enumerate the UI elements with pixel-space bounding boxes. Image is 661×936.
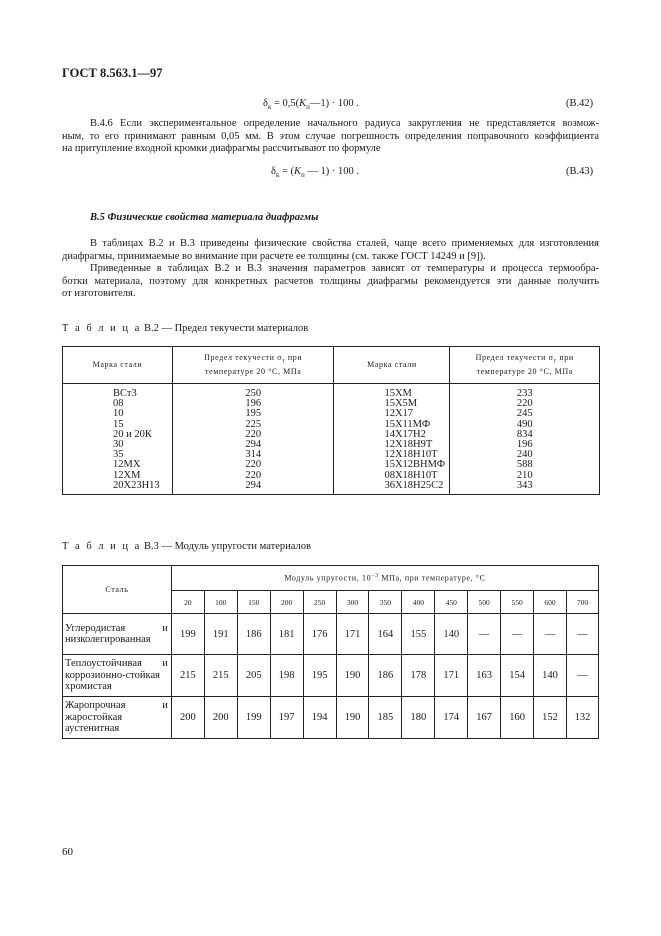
cell: 240 — [516, 449, 533, 461]
cell: 294 — [245, 439, 262, 451]
temperature-cell: 300 — [336, 591, 369, 614]
temperature-cell: 150 — [237, 591, 270, 614]
value-cell: 140 — [534, 655, 567, 697]
cell: 08Х18Н10Т — [384, 469, 438, 481]
cell: 225 — [245, 418, 262, 430]
cell: 490 — [516, 418, 533, 430]
cell: 35 — [113, 449, 124, 461]
value-cell: — — [501, 614, 534, 655]
value-cell: 164 — [369, 614, 402, 655]
table-body-row — [63, 384, 600, 495]
value-cell: 160 — [501, 697, 534, 739]
value-cell: 190 — [336, 655, 369, 697]
paragraph-line: Приведенные в таблицах B.2 и B.3 значения параметров зависят от температуры и процесса термообра- — [90, 263, 599, 274]
temperature-cell: 20 — [171, 591, 204, 614]
paragraph-line: диафрагмы, принимаемые во внимание при расчете ее толщины (см. также ГОСТ 14249 и [9]). — [62, 250, 486, 262]
paragraph-b5-2 — [62, 263, 599, 301]
value-cell: 176 — [303, 614, 336, 655]
value-cell: 194 — [303, 697, 336, 739]
header-cell: Предел текучести $\sigma_т$ при температуре 20 °С, МПа — [172, 347, 334, 384]
table-row — [63, 697, 599, 739]
cell: 588 — [516, 459, 533, 471]
cell: 220 — [516, 398, 533, 410]
value-cell: 195 — [303, 655, 336, 697]
value-cell: — — [534, 614, 567, 655]
value-cell: 152 — [534, 697, 567, 739]
value-cell: — — [566, 614, 598, 655]
temperature-cell: 700 — [566, 591, 598, 614]
temperature-cell: 200 — [270, 591, 303, 614]
modulus-header: Модуль упругости, $10^{-3}$ МПа, при температуре, °С — [171, 566, 598, 591]
value-cell: — — [566, 655, 598, 697]
paragraph-b5-1 — [62, 238, 599, 263]
caption-label: Т а б л и ц а — [62, 541, 142, 552]
cell: 220 — [245, 459, 262, 471]
caption-text: B.3 — Модуль упругости материалов — [143, 541, 311, 552]
steel-grade-column-left — [63, 384, 173, 495]
value-cell: 140 — [435, 614, 468, 655]
value-cell: 200 — [171, 697, 204, 739]
steel-name-cell: Углеродистая и низколегированная — [63, 614, 172, 655]
temperature-cell: 550 — [501, 591, 534, 614]
value-cell: 167 — [468, 697, 501, 739]
cell: 196 — [245, 398, 262, 410]
value-cell: 155 — [402, 614, 435, 655]
value-cell: 205 — [237, 655, 270, 697]
cell: 30 — [113, 439, 124, 451]
caption-label: Т а б л и ц а — [62, 323, 142, 334]
formula-b43: $\delta_к = (K_п$ — 1) · 100 . — [271, 166, 360, 180]
value-cell: 154 — [501, 655, 534, 697]
temperature-cell: 100 — [204, 591, 237, 614]
header-cell: Марка стали — [63, 347, 173, 384]
paragraph-line: ботки материала, поэтому для конкретных расчетов толщины диафрагмы рекомендуется эти данные получить — [62, 275, 599, 287]
cell: 343 — [516, 479, 533, 491]
value-cell: 199 — [171, 614, 204, 655]
temperature-cell: 450 — [435, 591, 468, 614]
value-cell: 171 — [435, 655, 468, 697]
value-cell: 174 — [435, 697, 468, 739]
document-header: ГОСТ 8.563.1—97 — [62, 66, 163, 80]
cell: 195 — [245, 408, 262, 420]
steel-name-cell: Теплоустойчивая и коррозионно-стойкая хромистая — [63, 655, 172, 697]
cell: 20Х23Н13 — [113, 479, 160, 491]
value-cell: 186 — [237, 614, 270, 655]
equation-number-b43: (B.43) — [566, 166, 594, 177]
temperature-cell: 250 — [303, 591, 336, 614]
cell: 20 и 20К — [113, 428, 152, 440]
yield-strength-column-left — [172, 384, 334, 495]
value-cell: 197 — [270, 697, 303, 739]
formula-b42: $\delta_к$ = $0,5(K_п—1) \cdot 100$ . — [263, 98, 359, 112]
paragraph-line: на притупление входной кромки диафрагмы рассчитывают по формуле — [62, 143, 381, 155]
value-cell: 132 — [566, 697, 598, 739]
table-row — [63, 655, 599, 697]
table-b3 — [62, 565, 599, 739]
cell: 12МХ — [113, 459, 141, 471]
temperature-cell: 500 — [468, 591, 501, 614]
cell: 15Х5М — [384, 398, 418, 410]
cell: 14Х17Н2 — [384, 428, 426, 440]
value-cell: 198 — [270, 655, 303, 697]
value-cell: 191 — [204, 614, 237, 655]
cell: 196 — [516, 439, 533, 451]
paragraph-b46 — [62, 118, 599, 156]
cell: 15Х12ВНМФ — [384, 459, 446, 471]
steel-grade-column-right — [334, 384, 450, 495]
cell: 233 — [516, 388, 533, 399]
yield-strength-column-right — [450, 384, 600, 495]
value-cell: 186 — [369, 655, 402, 697]
table-b2-caption — [62, 323, 308, 334]
cell: 36Х18Н25С2 — [384, 479, 444, 491]
cell: 294 — [245, 479, 262, 491]
steel-header: Сталь — [63, 566, 172, 614]
table-header-row — [63, 566, 599, 591]
temperature-cell: 400 — [402, 591, 435, 614]
paragraph-line: В таблицах B.2 и B.3 приведены физические свойства сталей, чаще всего применяемых для изготовления — [90, 238, 599, 249]
cell: 314 — [245, 449, 262, 461]
header-cell: Предел текучести $\sigma_т$ при температуре 20 °С, МПа — [450, 347, 600, 384]
cell: 10 — [113, 408, 124, 420]
value-cell: 178 — [402, 655, 435, 697]
value-cell: 163 — [468, 655, 501, 697]
value-cell: 190 — [336, 697, 369, 739]
steel-name-cell: Жаропрочная и жаростойкая аустенитная — [63, 697, 172, 739]
cell: 12Х17 — [384, 408, 414, 420]
cell: 250 — [245, 388, 262, 399]
equation-number-b42: (B.42) — [566, 98, 594, 109]
cell: 210 — [516, 469, 533, 481]
temperature-cell: 350 — [369, 591, 402, 614]
value-cell: 181 — [270, 614, 303, 655]
cell: 15Х11МФ — [384, 418, 431, 430]
header-cell: Марка стали — [334, 347, 450, 384]
cell: 12Х18Н10Т — [384, 449, 438, 461]
cell: 08 — [113, 398, 124, 410]
value-cell: 200 — [204, 697, 237, 739]
value-cell: 180 — [402, 697, 435, 739]
caption-text: B.2 — Предел текучести материалов — [143, 323, 309, 334]
paragraph-line: ным, то его принимают равным 0,05 мм. В этом случае погрешность определения поправочного коэффициента — [62, 130, 599, 142]
cell: 834 — [516, 428, 533, 440]
table-header-row — [63, 347, 600, 384]
table-b3-caption — [62, 541, 311, 552]
value-cell: 215 — [171, 655, 204, 697]
paragraph-line: от изготовителя. — [62, 288, 136, 300]
cell: 12ХМ — [113, 469, 141, 481]
table-row — [63, 614, 599, 655]
paragraph-line: B.4.6 Если экспериментальное определение начального радиуса закругления не представляется возмож- — [90, 118, 599, 129]
section-title-b5: B.5 Физические свойства материала диафрагмы — [90, 212, 319, 223]
value-cell: 199 — [237, 697, 270, 739]
cell: 12Х18Н9Т — [384, 439, 433, 451]
cell: 220 — [245, 469, 262, 481]
value-cell: 171 — [336, 614, 369, 655]
cell: 220 — [245, 428, 262, 440]
page-number: 60 — [62, 846, 73, 858]
value-cell: 215 — [204, 655, 237, 697]
cell: 15 — [113, 418, 124, 430]
value-cell: — — [468, 614, 501, 655]
table-b2 — [62, 346, 600, 495]
cell: 245 — [516, 408, 533, 420]
cell: ВСт3 — [113, 388, 137, 399]
cell: 15ХМ — [384, 388, 412, 399]
temperature-cell: 600 — [534, 591, 567, 614]
value-cell: 185 — [369, 697, 402, 739]
